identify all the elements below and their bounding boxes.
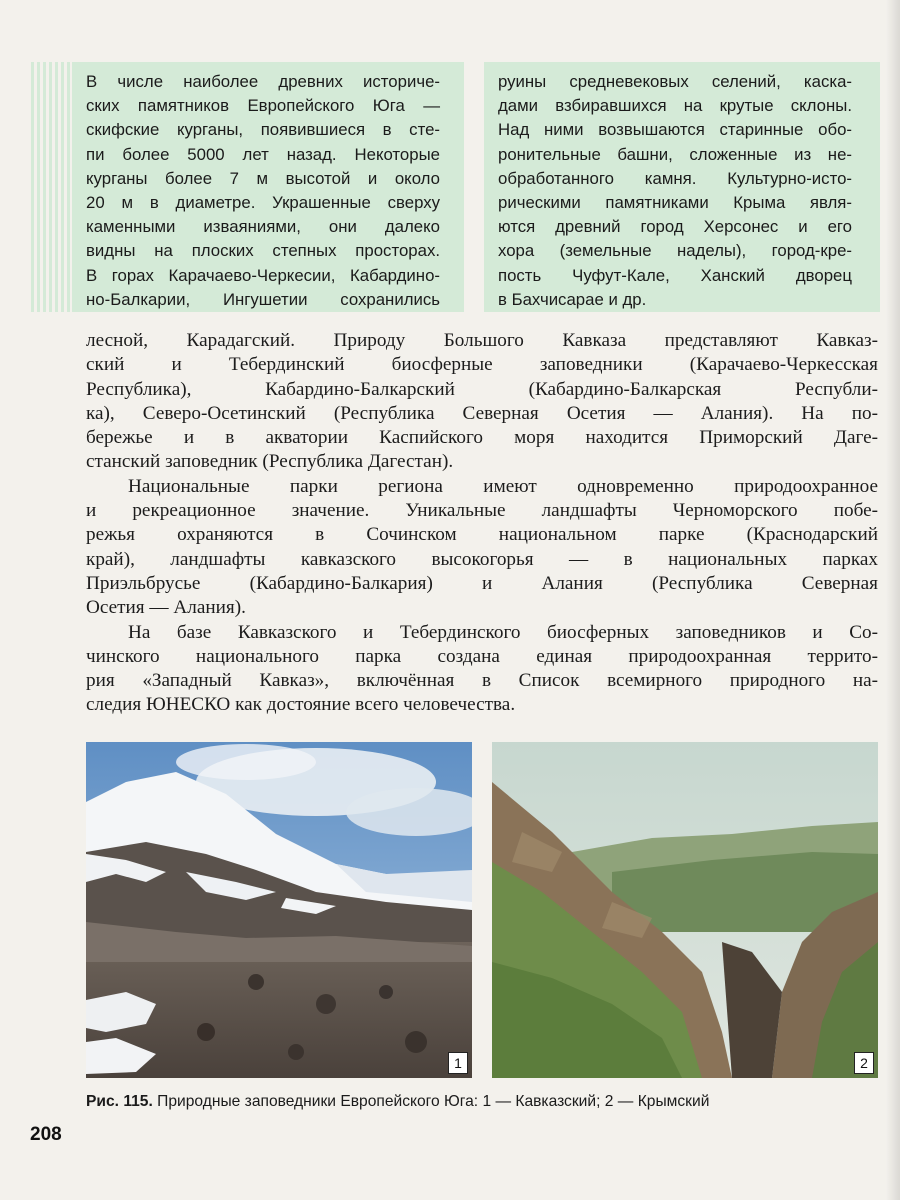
body-line: ка), Северо-Осетинский (Республика Северная Осетия — Алания). На по- [86,402,878,424]
sidebar-line: каменными изваяниями, они далеко [86,217,440,237]
page-number: 208 [30,1124,62,1145]
photo-number-badge: 2 [854,1052,874,1074]
sidebar-line: пи более 5000 лет назад. Некоторые [86,144,440,164]
sidebar-left-column [86,70,440,312]
photo-crimean-reserve [492,742,878,1078]
body-line: станский заповедник (Республика Дагестан). [86,451,454,473]
sidebar-line: 20 м в диаметре. Украшенные сверху [86,193,440,213]
sidebar-line: видны на плоских степных просторах. [86,241,440,261]
sidebar-column-divider [464,62,484,312]
body-line: ский и Тебердинский биосферные заповедники (Карачаево-Черкесская [86,354,878,376]
sidebar-line: скифские курганы, появившиеся в сте- [86,120,440,140]
caption-text: Природные заповедники Европейского Юга: 1 — Кавказский; 2 — Крымский [152,1093,710,1110]
body-line: На базе Кавказского и Тебердинского биосферных заповедников и Со- [128,621,878,643]
body-line: чинского национального парка создана единая природоохранная террито- [86,645,878,667]
sidebar-right-column [498,70,852,312]
body-line: режья охраняются в Сочинском национальном парке (Краснодарский [86,524,878,546]
sidebar-stripes [28,62,72,312]
body-line: лесной, Карадагский. Природу Большого Кавказа представляют Кавказ- [86,330,878,351]
body-line: бережье и в акватории Каспийского моря находится Приморский Даге- [86,427,878,449]
sidebar-line: ются древний город Херсонес и его [498,217,852,237]
sidebar-line: ских памятников Европейского Юга — [86,96,440,116]
sidebar-line: пость Чуфут-Кале, Ханский дворец [498,265,852,285]
sidebar-line: курганы более 7 м высотой и около [86,168,440,188]
figure-caption [86,1092,886,1112]
body-line: край), ландшафты кавказского высокогорья — в национальных парках [86,548,878,570]
sidebar-line: В числе наиболее древних историче- [86,72,440,91]
body-line: Приэльбрусье (Кабардино-Балкария) и Алания (Республика Северная [86,572,878,594]
body-line: рия «Западный Кавказ», включённая в Список всемирного природного на- [86,670,878,692]
caption-label: Рис. 115. [86,1093,153,1110]
sidebar-line: В горах Карачаево-Черкесии, Кабардино- [86,265,440,285]
body-line: и рекреационное значение. Уникальные ландшафты Черноморского побе- [86,500,878,522]
sidebar-line: ронительные башни, сложенные из не- [498,144,852,164]
canyon-landscape-illustration [492,742,878,1078]
body-line: Национальные парки региона имеют одновременно природоохранное [128,475,878,497]
photo-number-badge: 1 [448,1052,468,1074]
sidebar-line: в Бахчисарае и др. [498,289,647,309]
body-line: следия ЮНЕСКО как достояние всего человечества. [86,694,516,716]
sidebar-line: руины средневековых селений, каска- [498,72,852,91]
sidebar-line: рическими памятниками Крыма явля- [498,193,852,213]
photo-caucasus-reserve [86,742,472,1078]
body-line: Республика), Кабардино-Балкарский (Кабардино-Балкарская Республи- [86,378,878,400]
sidebar-line: дами взбиравшихся на крутые склоны. [498,96,852,116]
page-edge-shadow [886,0,900,1200]
sidebar-line: обработанного камня. Культурно-исто- [498,168,852,188]
sidebar-line: хора (земельные наделы), город-кре- [498,241,852,261]
mountain-landscape-illustration [86,742,472,1078]
sidebar-line: но-Балкарии, Ингушетии сохранились [86,289,440,309]
sidebar-line: Над ними возвышаются старинные обо- [498,120,852,140]
main-text [86,329,878,718]
body-line: Осетия — Алания). [86,597,246,619]
